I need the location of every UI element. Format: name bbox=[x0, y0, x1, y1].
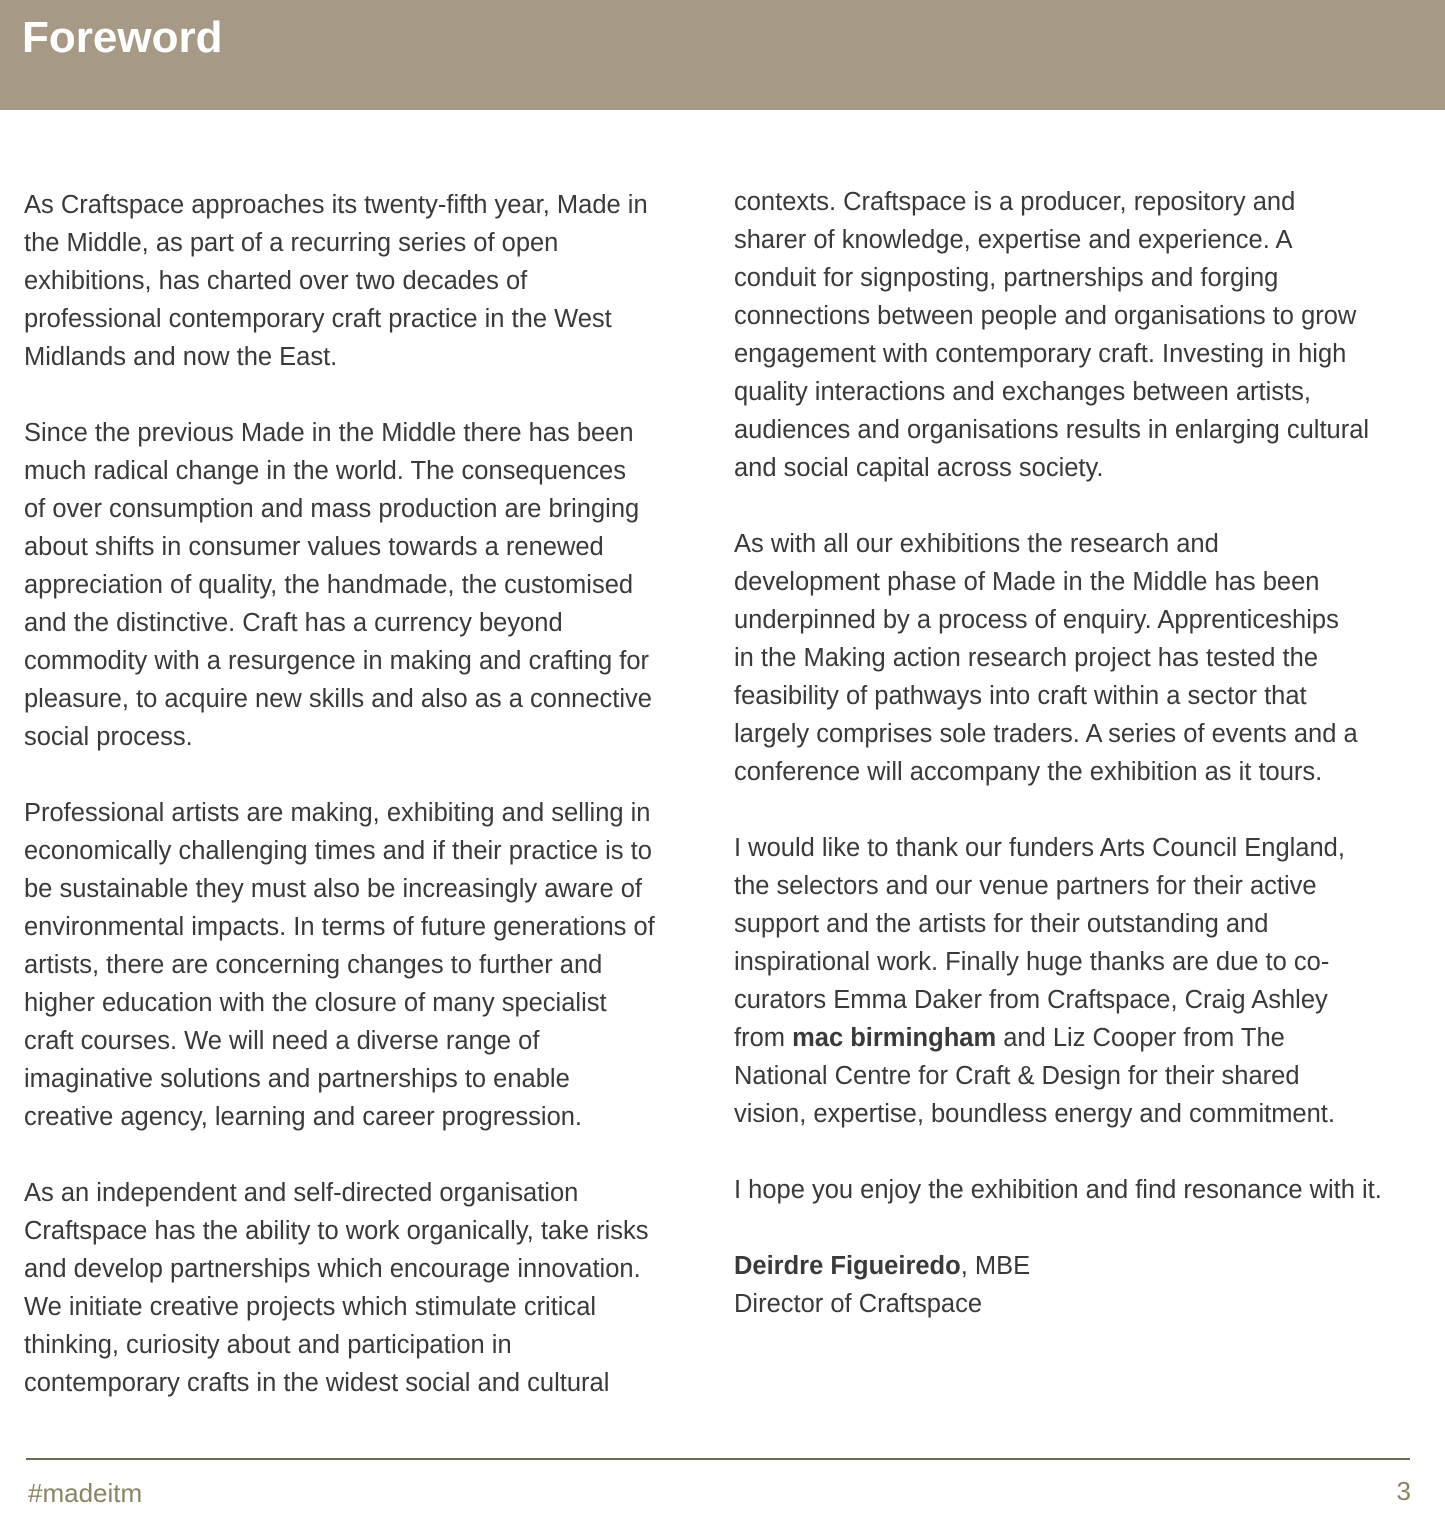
footer-hashtag: #madeitm bbox=[28, 1478, 143, 1508]
paragraph-thanks bbox=[734, 829, 1424, 1133]
signature-name: Deirdre Figueiredo bbox=[734, 1252, 961, 1280]
page-title: Foreword bbox=[22, 13, 223, 62]
venue-name-bold: mac birmingham bbox=[792, 1024, 997, 1052]
header-band bbox=[0, 0, 1445, 110]
signature-honour: , MBE bbox=[960, 1252, 1031, 1280]
paragraph-closing: I hope you enjoy the exhibition and find resonance with it. bbox=[734, 1176, 1382, 1204]
paragraph-artists: Professional artists are making, exhibiting and selling in economically challenging times and if their practice is to be sustainable they must also be increasingly aware of environmental impacts. In terms of future generations of artists, there are concerning changes to further and higher education with the closure of many specialist craft courses. We will need a diverse range of imaginative solutions and partnerships to enable creative agency, learning and career progression. bbox=[24, 799, 655, 1131]
signature-role: Director of Craftspace bbox=[734, 1290, 983, 1318]
left-column bbox=[24, 186, 704, 1440]
thanks-text-end: and Liz Cooper from The National Centre for Craft & Design for their shared vision, expertise, boundless energy and commitment. bbox=[734, 1024, 1335, 1128]
paragraph-intro: As Craftspace approaches its twenty-fifth year, Made in the Middle, as part of a recurring series of open exhibitions, has charted over two decades of professional contemporary craft practice in the West Midlands and now the East. bbox=[24, 191, 648, 371]
right-column bbox=[734, 183, 1424, 1323]
paragraph-change: Since the previous Made in the Middle there has been much radical change in the world. The consequences of over consumption and mass production are bringing about shifts in consumer values towards a renewed appreciation of quality, the handmade, the customised and the distinctive. Craft has a currency beyond commodity with a resurgence in making and crafting for pleasure, to acquire new skills and also as a connective social process. bbox=[24, 419, 652, 751]
signature-line bbox=[734, 1247, 1424, 1285]
paragraph-research: As with all our exhibitions the research and development phase of Made in the Middle has been underpinned by a process of enquiry. Apprenticeships in the Making action research project has tested the feasibility of pathways into craft within a sector that largely comprises sole traders. A series of events and a conference will accompany the exhibition as it tours. bbox=[734, 530, 1358, 786]
thanks-text-start: I would like to thank our funders Arts Council England, the selectors and our venue partners for their active support and the artists for their outstanding and inspirational work. Finally huge thanks are due to co- curators Emma Daker from Craftspace, Craig Ashley from bbox=[734, 834, 1345, 1052]
footer-divider bbox=[26, 1458, 1410, 1460]
paragraph-organisation: As an independent and self-directed organisation Craftspace has the ability to work organically, take risks and develop partnerships which encourage innovation. We initiate creative projects which stimulate critical thinking, curiosity about and participation in contemporary crafts in the widest social and cultural bbox=[24, 1179, 649, 1397]
page-number: 3 bbox=[1396, 1476, 1411, 1506]
paragraph-contexts: contexts. Craftspace is a producer, repository and sharer of knowledge, expertise and experience. A conduit for signposting, partnerships and forging connections between people and organisations to grow engagement with contemporary craft. Investing in high quality interactions and exchanges between artists, audiences and organisations results in enlarging cultural and social capital across society. bbox=[734, 188, 1370, 482]
